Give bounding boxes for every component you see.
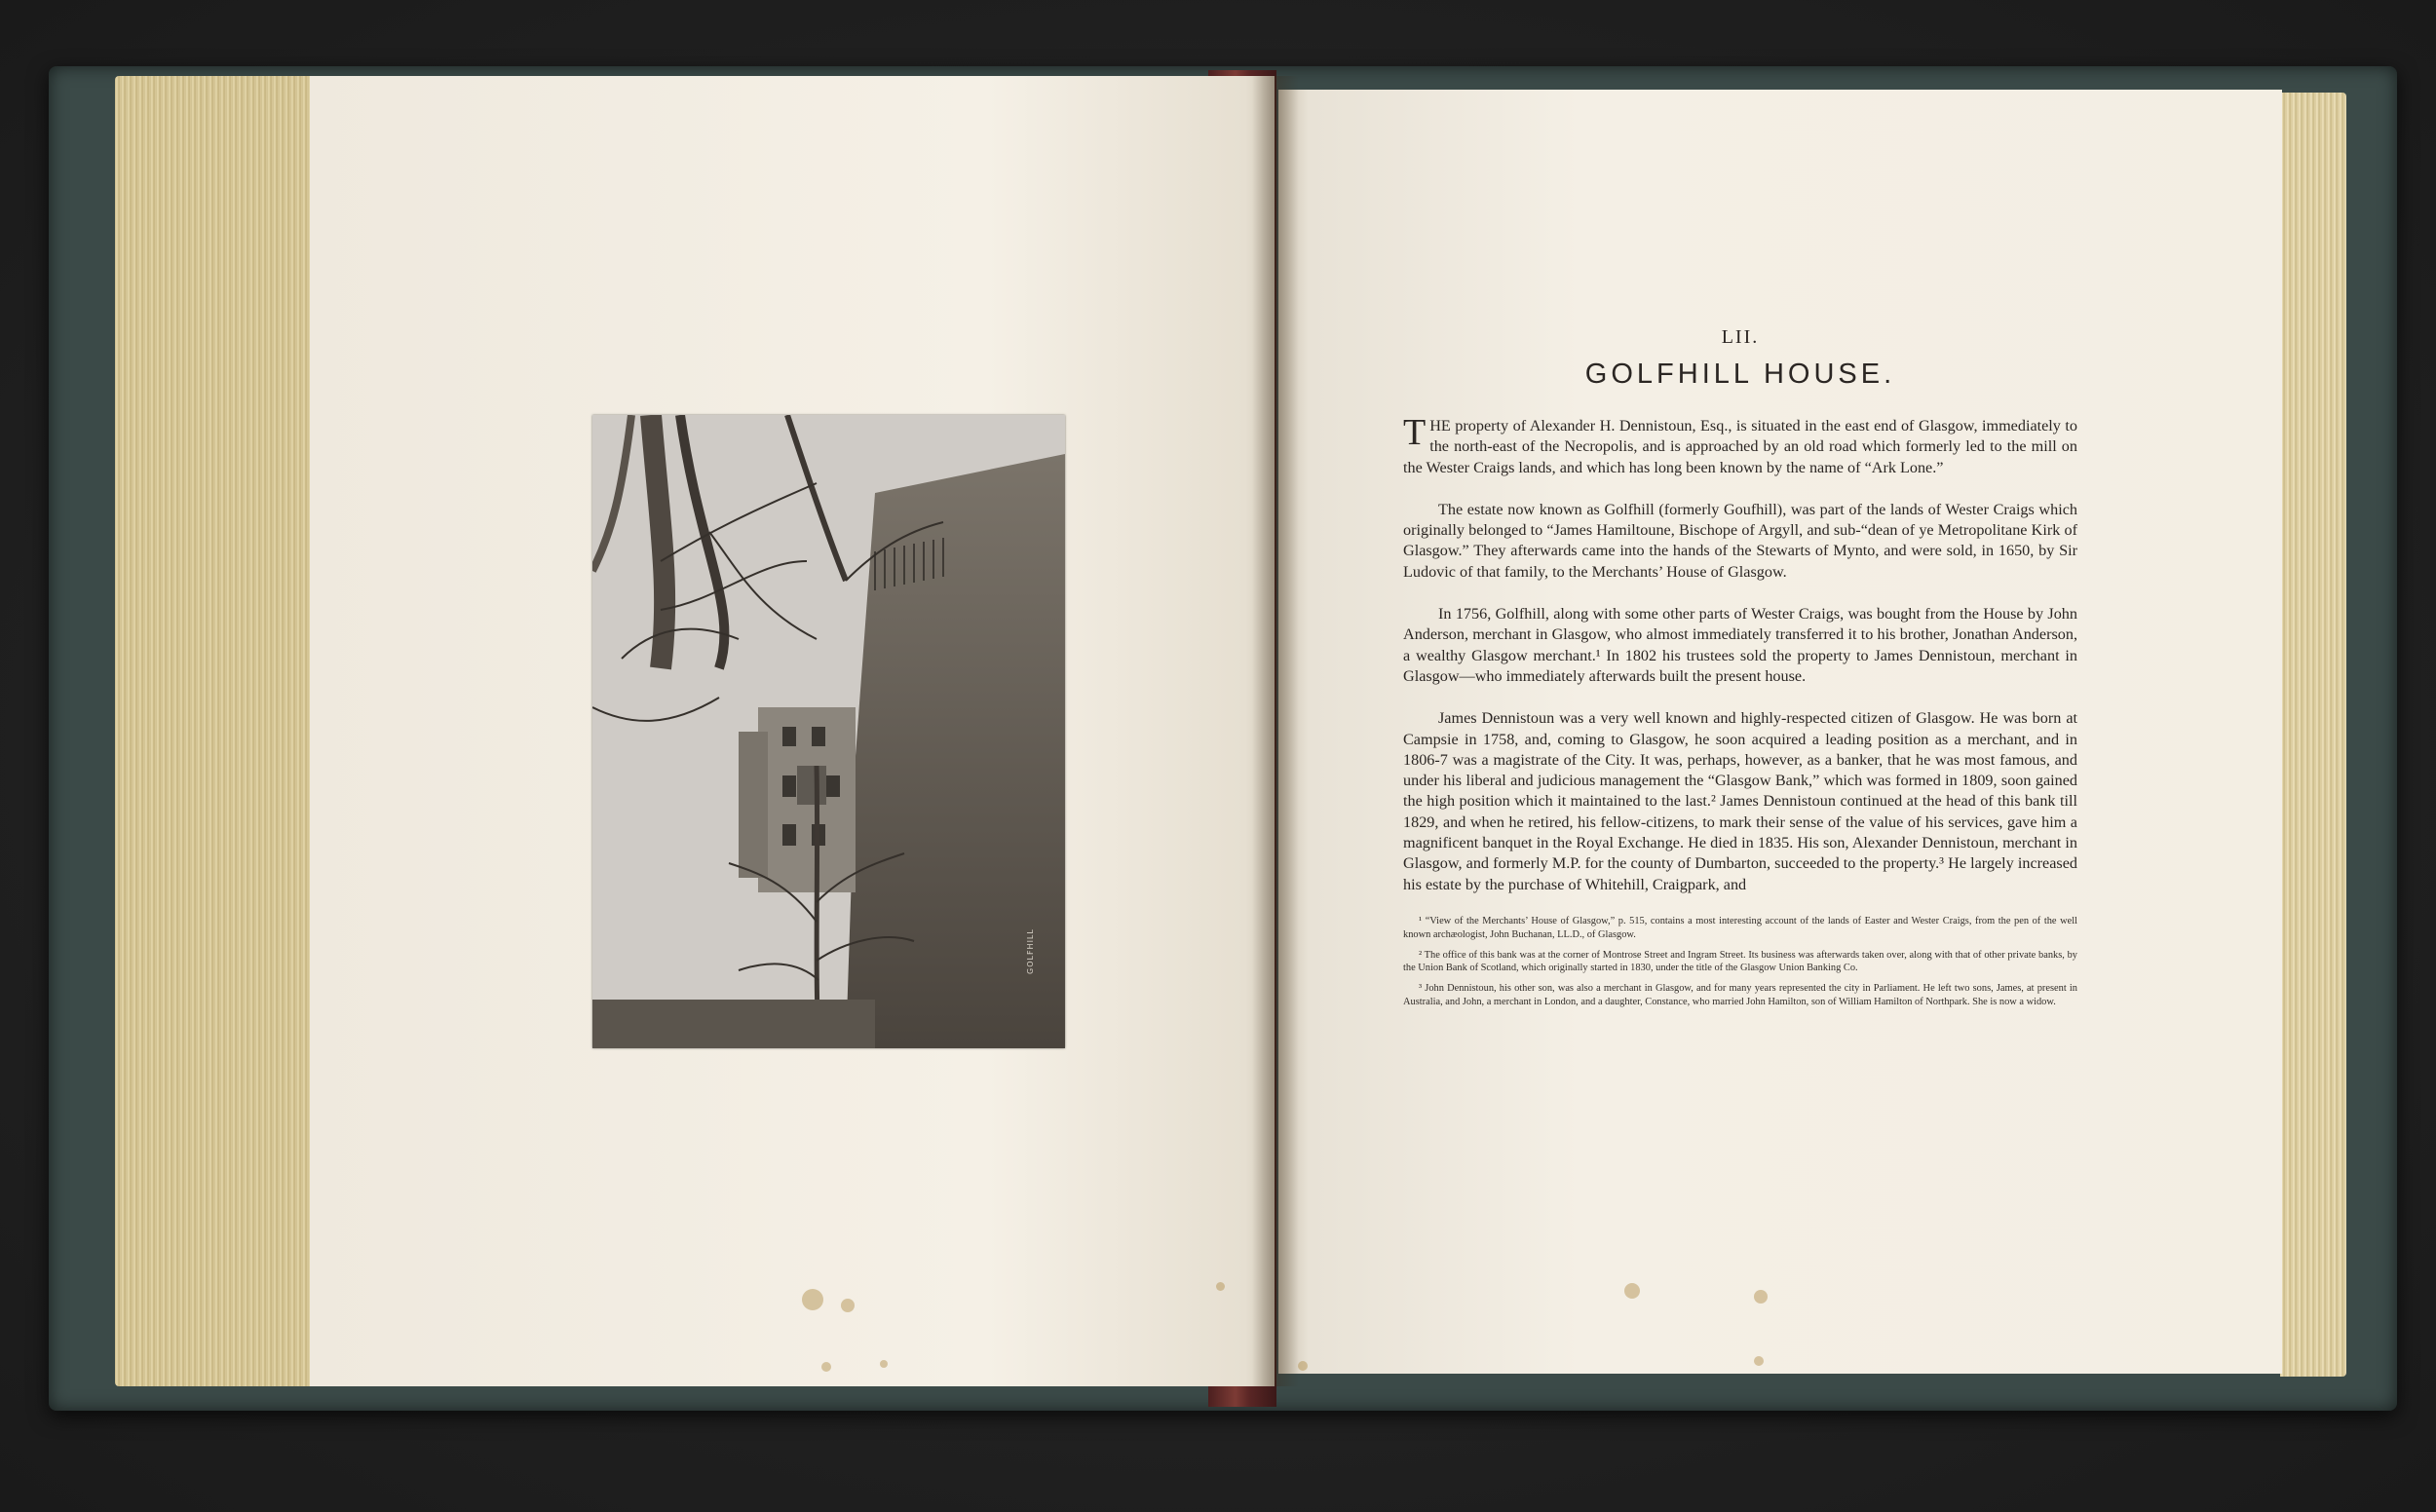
paragraph-text: HE property of Alexander H. Dennistoun, Esq., is situated in the east end of Glasgow, immediately to the north-east of the Necropolis, and is approached by an old road which formerly led to the mill on the Wester Craigs lands, and which has long been known by the name of “Ark Lone.” xyxy=(1403,417,2077,476)
footnote-2: ² The office of this bank was at the corner of Montrose Street and Ingram Street. Its business was afterwards taken over, along with that of other private banks, by the Union Bank of Scotland, which originally started in 1830, under the title of the Glasgow Union Banking Co. xyxy=(1403,949,2077,974)
paragraph-4: James Dennistoun was a very well known and highly-respected citizen of Glasgow. He was born at Campsie in 1758, and, coming to Glasgow, he soon acquired a leading position as a merchant, and in 1806-7 was a magistrate of the City. It was, perhaps, however, as a banker, that he was most famous, and under his liberal and judicious management the “Glasgow Bank,” which was formed in 1809, soon gained the high position which it maintained to the last.² James Dennistoun continued at the head of this bank till 1829, and when he retired, his fellow-citizens, to mark their sense of the value of his services, gave him a magnificent banquet in the Royal Exchange. He died in 1835. His son, Alexander Dennistoun, merchant in Glasgow, and formerly M.P. for the county of Dumbarton, succeeded to the property.³ He largely increased his estate by the purchase of Whitehill, Craigpark, and xyxy=(1403,709,2077,893)
foxing-spot xyxy=(1298,1361,1308,1371)
text-column xyxy=(1403,326,2077,1016)
foxing-spot xyxy=(1754,1290,1768,1304)
drop-cap: T xyxy=(1403,412,1427,453)
gutter-shadow xyxy=(1252,76,1299,1386)
foxing-spot xyxy=(841,1299,855,1312)
left-page-stack xyxy=(115,76,320,1386)
footnote-3: ³ John Dennistoun, his other son, was also a merchant in Glasgow, and for many years represented the city in Parliament. He left two sons, James, at present in Australia, and John, a merchant in London, and a daughter, Constance, who married John Hamilton, son of William Hamilton of Northpark. She is now a widow. xyxy=(1403,983,2077,1007)
foxing-spot xyxy=(1216,1282,1225,1291)
paragraph-1 xyxy=(1403,412,2077,478)
photograph-golfhill-house xyxy=(592,415,1065,1048)
chapter-number: LII. xyxy=(1721,326,1760,348)
foxing-spot xyxy=(821,1362,831,1372)
footnotes xyxy=(1403,915,2077,1009)
paragraph-3: In 1756, Golfhill, along with some other parts of Wester Craigs, was bought from the House by John Anderson, merchant in Glasgow, who almost immediately transferred it to his brother, Jonathan Anderson, a wealthy Glasgow merchant.¹ In 1802 his trustees sold the property to James Dennistoun, merchant in Glasgow—who immediately afterwards built the present house. xyxy=(1403,605,2077,685)
photo-illustration xyxy=(592,415,1065,1048)
foxing-spot xyxy=(1754,1356,1764,1366)
right-page-stack xyxy=(2280,93,2346,1377)
foxing-spot xyxy=(880,1360,888,1368)
foxing-spot xyxy=(1624,1283,1640,1299)
photo-caption: GOLFHILL xyxy=(1026,928,1035,974)
chapter-title: GOLFHILL HOUSE. xyxy=(1584,359,1896,390)
foxing-spot xyxy=(802,1289,823,1310)
paragraph-2: The estate now known as Golfhill (formerly Goufhill), was part of the lands of Wester Craigs which originally belonged to “James Hamiltoune, Bischope of Argyll, and sub-“dean of ye Metropolitane Kirk of Glasgow.” They afterwards came into the hands of the Stewarts of Mynto, and were sold, in 1650, by Sir Ludovic of that family, to the Merchants’ House of Glasgow. xyxy=(1403,500,2077,581)
footnote-1: ¹ “View of the Merchants’ House of Glasgow,” p. 515, contains a most interesting account of the lands of Easter and Wester Craigs, from the pen of the well known archæologist, John Buchanan, LL.D., of Glasgow. xyxy=(1403,915,2077,940)
